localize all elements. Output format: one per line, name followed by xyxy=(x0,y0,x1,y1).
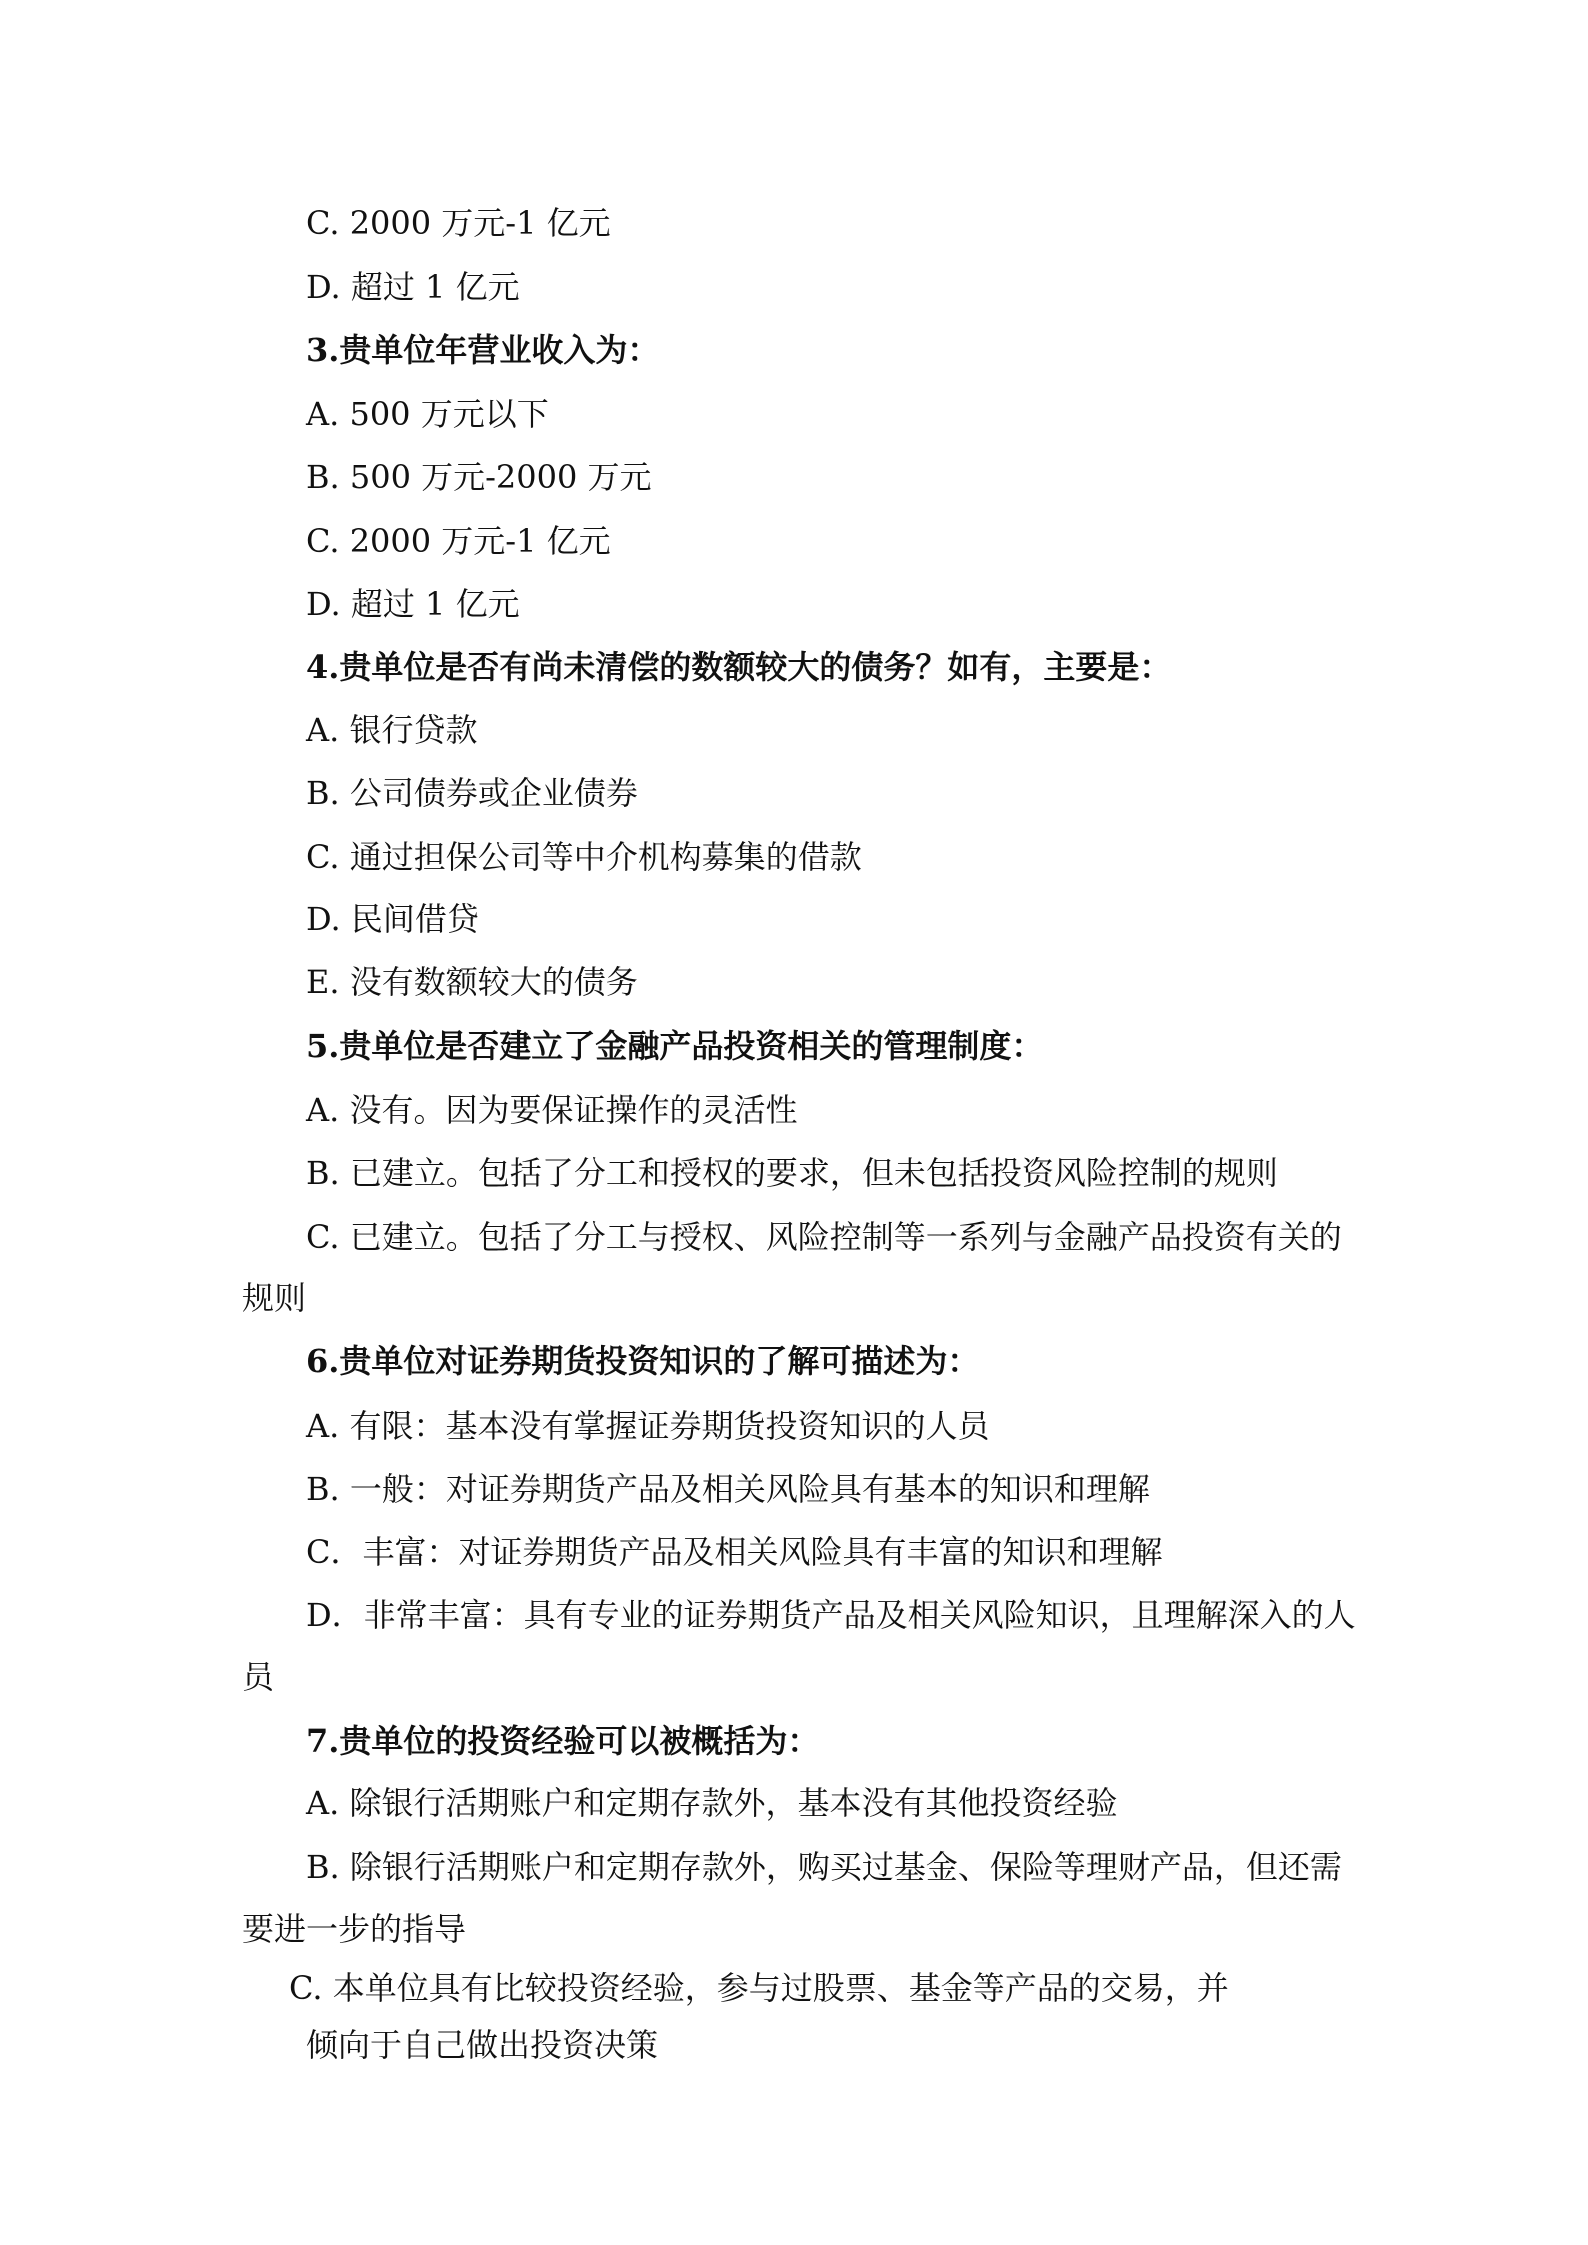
option-3a: A. 500 万元以下 xyxy=(306,395,549,433)
option-5b: B. 已建立。包括了分工和授权的要求，但未包括投资风险控制的规则 xyxy=(306,1154,1278,1192)
option-4b: B. 公司债券或企业债券 xyxy=(306,774,638,812)
option-4a: A. 银行贷款 xyxy=(306,711,478,749)
option-6d: D．非常丰富：具有专业的证券期货产品及相关风险知识，且理解深入的人 xyxy=(306,1596,1356,1634)
option-4c: C. 通过担保公司等中介机构募集的借款 xyxy=(306,838,862,876)
question-5: 5.贵单位是否建立了金融产品投资相关的管理制度： xyxy=(306,1027,1044,1065)
option-4e: E. 没有数额较大的债务 xyxy=(306,963,638,1001)
option-5a: A. 没有。因为要保证操作的灵活性 xyxy=(306,1091,798,1129)
option-2c: C. 2000 万元-1 亿元 xyxy=(306,204,611,242)
option-6d-continued: 员 xyxy=(242,1658,275,1696)
option-6c: C．丰富：对证券期货产品及相关风险具有丰富的知识和理解 xyxy=(306,1533,1163,1571)
option-3d: D. 超过 1 亿元 xyxy=(306,585,520,623)
option-4d: D. 民间借贷 xyxy=(306,900,479,938)
option-7c-continued: 倾向于自己做出投资决策 xyxy=(306,2026,659,2064)
option-5c-continued: 规则 xyxy=(242,1279,307,1317)
option-6a: A. 有限：基本没有掌握证券期货投资知识的人员 xyxy=(306,1407,990,1445)
option-7b-continued: 要进一步的指导 xyxy=(242,1910,467,1948)
option-3c: C. 2000 万元-1 亿元 xyxy=(306,522,611,560)
question-7: 7.贵单位的投资经验可以被概括为： xyxy=(306,1722,820,1760)
option-6b: B. 一般：对证券期货产品及相关风险具有基本的知识和理解 xyxy=(306,1470,1150,1508)
option-7b: B. 除银行活期账户和定期存款外，购买过基金、保险等理财产品，但还需 xyxy=(306,1848,1342,1886)
option-5c: C. 已建立。包括了分工与授权、风险控制等一系列与金融产品投资有关的 xyxy=(306,1218,1342,1256)
question-3: 3.贵单位年营业收入为： xyxy=(306,331,660,369)
option-7a: A. 除银行活期账户和定期存款外，基本没有其他投资经验 xyxy=(306,1784,1118,1822)
option-2d: D. 超过 1 亿元 xyxy=(306,268,520,306)
question-6: 6.贵单位对证券期货投资知识的了解可描述为： xyxy=(306,1342,980,1380)
question-4: 4.贵单位是否有尚未清偿的数额较大的债务？如有，主要是： xyxy=(306,648,1172,686)
option-3b: B. 500 万元-2000 万元 xyxy=(306,458,652,496)
option-7c: C. 本单位具有比较投资经验，参与过股票、基金等产品的交易，并 xyxy=(289,1969,1229,2007)
